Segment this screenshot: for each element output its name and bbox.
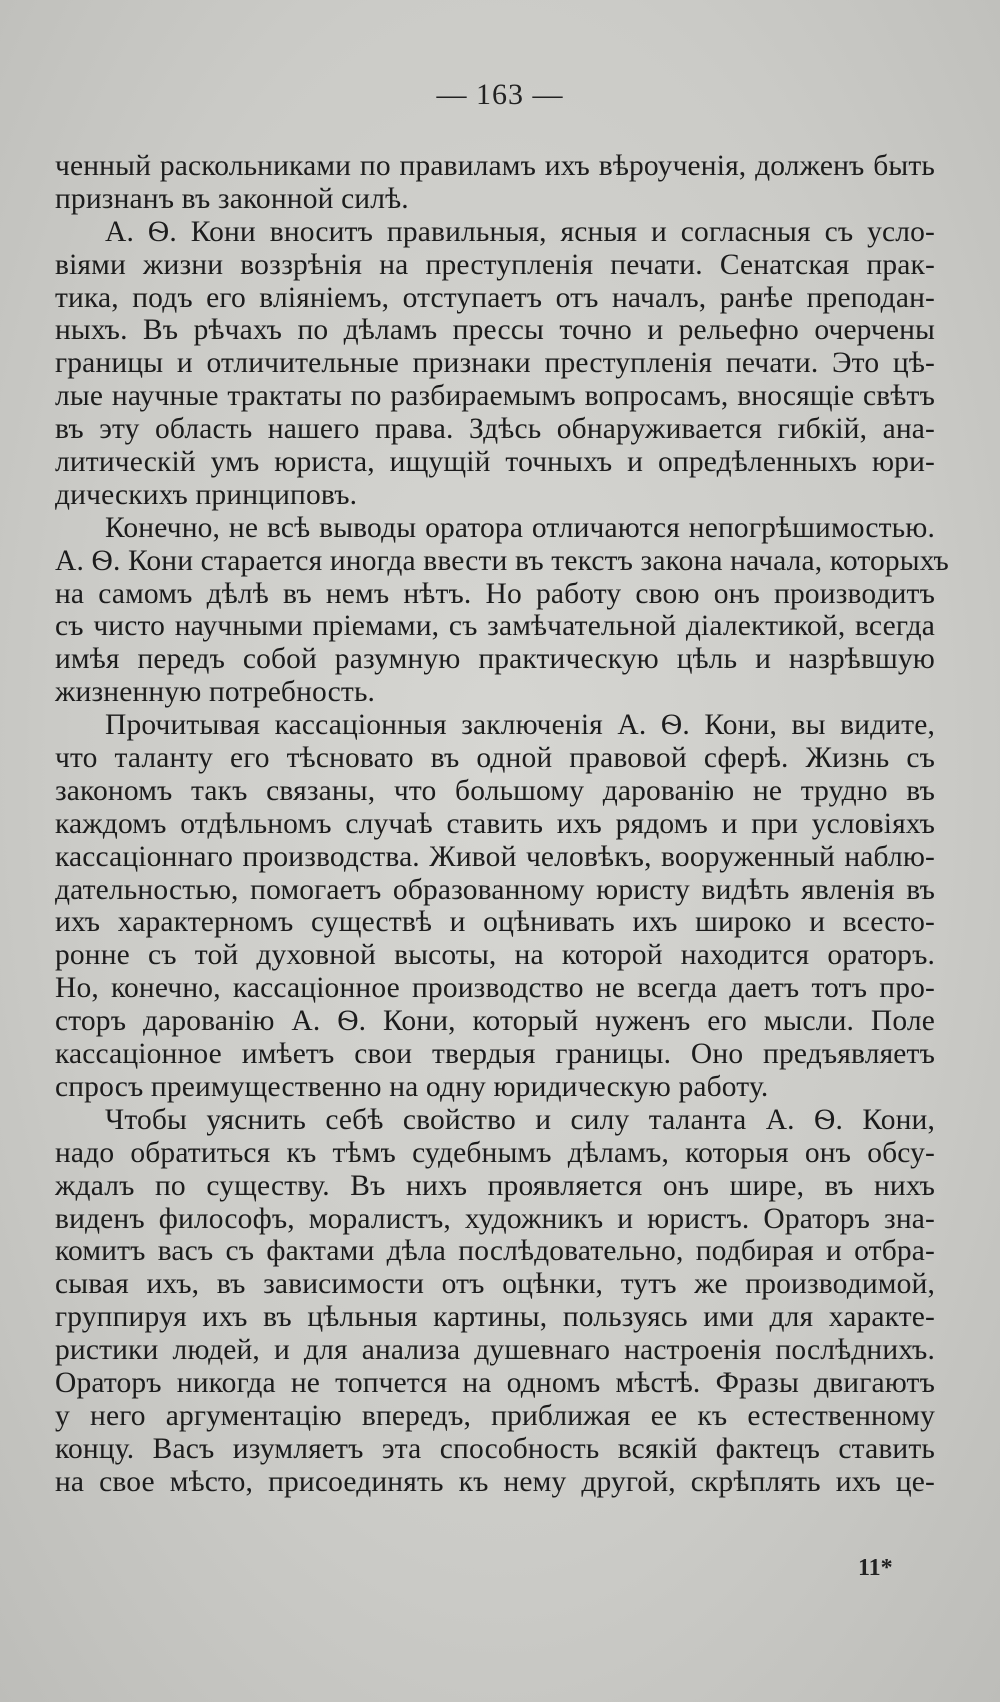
text-line: Чтобы уяснить себѣ свойство и силу таланта А. Ѳ. Кони, — [105, 1103, 935, 1136]
text-line: кассаціоннаго производства. Живой человѣкъ, вооруженный наблю- — [55, 840, 935, 873]
text-line: концу. Васъ изумляетъ эта способность всякій фактецъ ставить — [55, 1432, 935, 1465]
text-line: виденъ философъ, моралистъ, художникъ и юристъ. Ораторъ зна- — [55, 1202, 935, 1235]
text-line: закономъ такъ связаны, что большому дарованію не трудно въ — [55, 774, 935, 807]
text-line: группируя ихъ въ цѣльныя картины, пользуясь ими для характе- — [55, 1301, 935, 1334]
text-line: въ эту область нашего права. Здѣсь обнаруживается гибкій, ана- — [55, 413, 935, 446]
paragraph — [55, 150, 935, 216]
page-number: — 163 — — [436, 78, 564, 111]
paragraph — [55, 216, 935, 512]
body-text — [55, 150, 949, 1499]
text-line: Прочитывая кассаціонныя заключенія А. Ѳ. Кони, вы видите, — [105, 709, 935, 742]
text-line: ристики людей, и для анализа душевнаго настроенія послѣднихъ. — [55, 1334, 935, 1367]
text-line: лые научные трактаты по разбираемымъ вопросамъ, вносящіе свѣтъ — [55, 380, 935, 413]
text-line: тика, подъ его вліяніемъ, отступаетъ отъ началъ, ранѣе преподан- — [55, 281, 935, 314]
text-line: жизненную потребность. — [55, 676, 376, 709]
paragraph — [55, 709, 935, 1104]
paragraph — [55, 1104, 935, 1499]
text-line: Конечно, не всѣ выводы оратора отличаются непогрѣшимостью. — [105, 511, 935, 544]
text-line: ждалъ по существу. Въ нихъ проявляется онъ шире, въ нихъ — [55, 1169, 935, 1202]
text-line: А. Ѳ. Кони старается иногда ввести въ текстъ закона начала, которыхъ — [55, 544, 949, 577]
text-line: границы и отличительные признаки преступленія печати. Это цѣ- — [55, 347, 935, 380]
text-line: сывая ихъ, въ зависимости отъ оцѣнки, тутъ же производимой, — [55, 1268, 935, 1301]
text-line: дательностью, помогаетъ образованному юристу видѣть явленія въ — [55, 873, 935, 906]
text-line: каждомъ отдѣльномъ случаѣ ставить ихъ рядомъ и при условіяхъ — [55, 807, 935, 840]
text-line: комитъ васъ съ фактами дѣла послѣдовательно, подбирая и отбра- — [55, 1235, 935, 1268]
text-line: литическій умъ юриста, ищущій точныхъ и опредѣленныхъ юри- — [55, 446, 935, 479]
text-line: Но, конечно, кассаціонное производство не всегда даетъ тотъ про- — [55, 972, 935, 1005]
text-line: спросъ преимущественно на одну юридическую работу. — [55, 1070, 769, 1103]
text-line: имѣя передъ собой разумную практическую цѣль и назрѣвшую — [55, 643, 935, 676]
text-line: А. Ѳ. Кони вноситъ правильныя, ясныя и согласныя съ усло- — [105, 215, 935, 248]
text-line: ронне съ той духовной высоты, на которой находится ораторъ. — [55, 939, 935, 972]
text-line: дическихъ принциповъ. — [55, 478, 358, 511]
text-line: ихъ характерномъ существѣ и оцѣнивать ихъ широко и всесто- — [55, 906, 935, 939]
text-line: на свое мѣсто, присоединять къ нему другой, скрѣплять ихъ це- — [55, 1465, 935, 1498]
signature-mark: 11* — [858, 1555, 893, 1581]
text-line: надо обратиться къ тѣмъ судебнымъ дѣламъ, которыя онъ обсу- — [55, 1136, 935, 1169]
text-line: Ораторъ никогда не топчется на одномъ мѣстѣ. Фразы двигаютъ — [55, 1366, 935, 1399]
text-line: віями жизни воззрѣнія на преступленія печати. Сенатская прак- — [55, 248, 935, 281]
text-line: ченный раскольниками по правиламъ ихъ вѣроученія, долженъ быть — [55, 150, 935, 182]
text-line: ныхъ. Въ рѣчахъ по дѣламъ прессы точно и рельефно очерчены — [55, 314, 935, 347]
text-line: что таланту его тѣсновато въ одной правовой сферѣ. Жизнь съ — [55, 742, 935, 775]
text-line: у него аргументацію впередъ, приближая ее къ естественному — [55, 1399, 935, 1432]
text-line: на самомъ дѣлѣ въ немъ нѣтъ. Но работу свою онъ производитъ — [55, 577, 935, 610]
text-line: кассаціонное имѣетъ свои твердыя границы. Оно предъявляетъ — [55, 1038, 935, 1071]
text-line: съ чисто научными пріемами, съ замѣчательной діалектикой, всегда — [55, 610, 935, 643]
paragraph — [55, 511, 949, 709]
text-line: сторъ дарованію А. Ѳ. Кони, который нуженъ его мысли. Поле — [55, 1005, 935, 1038]
text-line: признанъ въ законной силѣ. — [55, 182, 409, 215]
